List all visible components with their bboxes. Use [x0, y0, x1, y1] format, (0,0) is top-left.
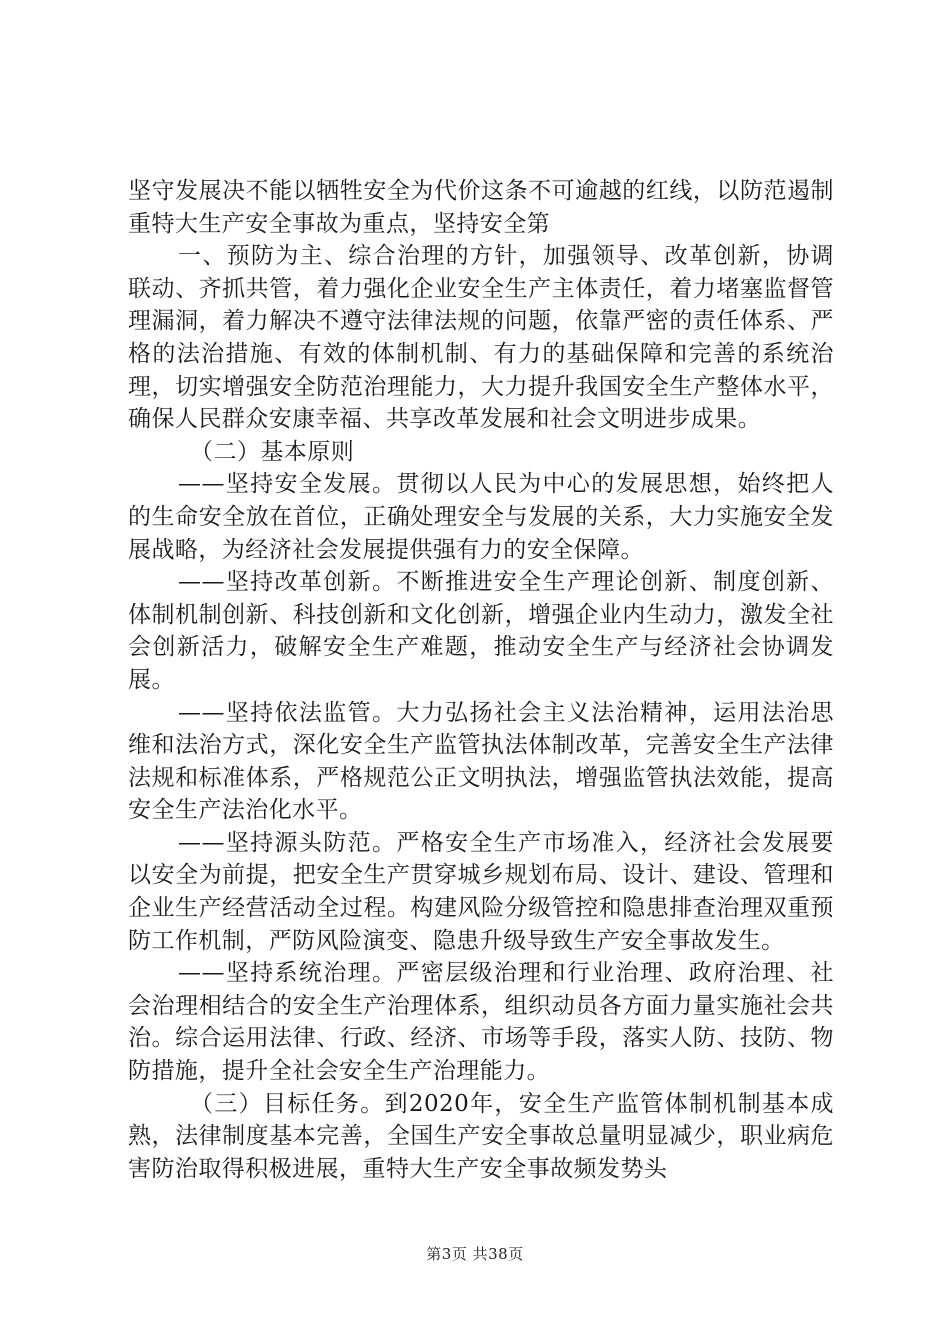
page-number-footer: 第3页 共38页 — [426, 1245, 524, 1263]
section-heading-basic-principles: （二）基本原则 — [190, 438, 355, 465]
principle-reform-innovation: ——坚持改革创新。不断推进安全生产理论创新、制度创新、体制机制创新、科技创新和文化创新，增强企业内生动力，激发全社会创新活力，破解安全生产难题，推动安全生产与经济社会协调发展。 — [128, 569, 834, 693]
principle-source-prevention: ——坚持源头防范。严格安全生产市场准入，经济社会发展要以安全为前提，把安全生产贯穿城乡规划布局、设计、建设、管理和企业生产经营活动全过程。构建风险分级管控和隐患排查治理双重预防工作机制，严防风险演变、隐患升级导致生产安全事故发生。 — [128, 829, 834, 954]
paragraph-targets-tasks: （三）目标任务。到2020年，安全生产监管体制机制基本成熟，法律制度基本完善，全国生产安全事故总量明显减少，职业病危害防治取得积极进展，重特大生产安全事故频发势头 — [128, 1090, 834, 1182]
paragraph-guideline: 一、预防为主、综合治理的方针，加强领导、改革创新，协调联动、齐抓共管，着力强化企业安全生产主体责任，着力堵塞监督管理漏洞，着力解决不遵守法律法规的问题，依靠严密的责任体系、严格的法治措施、有效的体制机制、有力的基础保障和完善的系统治理，切实增强安全防范治理能力，大力提升我国安全生产整体水平，确保人民群众安康幸福、共享改革发展和社会文明进步成果。 — [128, 243, 834, 433]
principle-systematic-governance: ——坚持系统治理。严密层级治理和行业治理、政府治理、社会治理相结合的安全生产治理体系，组织动员各方面力量实施社会共治。综合运用法律、行政、经济、市场等手段，落实人防、技防、物防措施，提升全社会安全生产治理能力。 — [128, 960, 834, 1085]
document-body — [128, 175, 834, 1185]
principle-lawful-supervision: ——坚持依法监管。大力弘扬社会主义法治精神，运用法治思维和法治方式，深化安全生产监管执法体制改革，完善安全生产法律法规和标准体系，严格规范公正文明执法，增强监管执法效能，提高安全生产法治化水平。 — [128, 699, 834, 824]
principle-safe-development: ——坚持安全发展。贯彻以人民为中心的发展思想，始终把人的生命安全放在首位，正确处理安全与发展的关系，大力实施安全发展战略，为经济社会发展提供强有力的安全保障。 — [128, 471, 834, 563]
paragraph-continuation: 坚守发展决不能以牺牲安全为代价这条不可逾越的红线，以防范遏制重特大生产安全事故为重点，坚持安全第 — [128, 178, 834, 237]
